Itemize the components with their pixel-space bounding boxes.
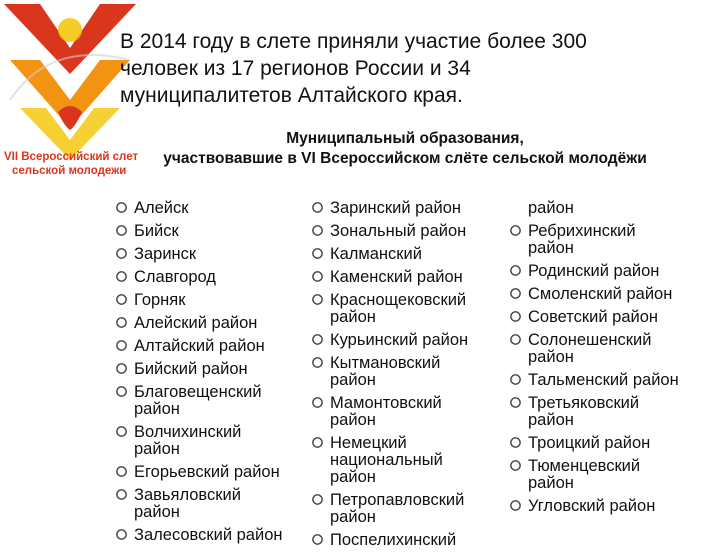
municipality-list-column-2 bbox=[304, 200, 504, 555]
list-item-text: Троицкий район bbox=[528, 434, 651, 452]
list-item bbox=[304, 246, 504, 263]
circle-bullet-icon bbox=[509, 373, 522, 386]
list-item-text: район bbox=[528, 474, 574, 492]
list-item bbox=[304, 355, 504, 389]
list-item bbox=[108, 464, 308, 481]
list-item bbox=[108, 487, 308, 521]
list-item-text: Третьяковский bbox=[528, 394, 640, 412]
heading-line2: человек из 17 регионов России и 34 bbox=[120, 57, 471, 80]
circle-bullet-icon bbox=[311, 224, 324, 237]
circle-bullet-icon bbox=[311, 493, 324, 506]
list-item bbox=[304, 292, 504, 326]
list-item-text: Заринск bbox=[134, 245, 197, 263]
logo-caption-line1: VII Всероссийский слет bbox=[4, 151, 139, 163]
list-item bbox=[108, 223, 308, 240]
circle-bullet-icon bbox=[311, 247, 324, 260]
list-item bbox=[304, 435, 504, 486]
list-item-text: Калманский bbox=[330, 245, 422, 263]
list-item-text: Кытмановский bbox=[330, 354, 441, 372]
circle-bullet-icon bbox=[311, 333, 324, 346]
list-item-text: Волчихинский bbox=[134, 423, 242, 441]
list-item-text: район bbox=[330, 411, 376, 429]
list-item-text: район bbox=[134, 503, 180, 521]
list-subtitle bbox=[100, 129, 710, 169]
circle-bullet-icon bbox=[509, 310, 522, 323]
circle-bullet-icon bbox=[509, 436, 522, 449]
list-item bbox=[502, 395, 712, 429]
list-item-text: Алтайский район bbox=[134, 337, 265, 355]
circle-bullet-icon bbox=[115, 488, 128, 501]
list-item-text: Каменский район bbox=[330, 268, 463, 286]
list-item bbox=[502, 372, 712, 389]
list-item bbox=[304, 492, 504, 526]
list-item-text: район bbox=[528, 239, 574, 257]
list-item-text: Зональный район bbox=[330, 222, 467, 240]
list-item bbox=[108, 200, 308, 217]
circle-bullet-icon bbox=[115, 270, 128, 283]
list-item-text: Заринский район bbox=[330, 199, 461, 217]
circle-bullet-icon bbox=[509, 264, 522, 277]
list-item-text: Благовещенский bbox=[134, 383, 262, 401]
list-item bbox=[108, 315, 308, 332]
municipality-list-column-3 bbox=[502, 200, 712, 521]
list-item-text: район bbox=[134, 440, 180, 458]
circle-bullet-icon bbox=[115, 465, 128, 478]
list-item bbox=[502, 263, 712, 280]
circle-bullet-icon bbox=[311, 356, 324, 369]
circle-bullet-icon bbox=[115, 425, 128, 438]
list-item bbox=[304, 223, 504, 240]
circle-bullet-icon bbox=[115, 528, 128, 541]
list-item bbox=[502, 435, 712, 452]
list-item-text: национальный bbox=[330, 451, 443, 469]
circle-bullet-icon bbox=[115, 362, 128, 375]
circle-bullet-icon bbox=[509, 287, 522, 300]
circle-bullet-icon bbox=[115, 316, 128, 329]
list-item bbox=[502, 332, 712, 366]
list-item-text: Егорьевский район bbox=[134, 463, 280, 481]
circle-bullet-icon bbox=[115, 201, 128, 214]
logo-hands bbox=[58, 106, 82, 130]
list-item bbox=[108, 338, 308, 355]
list-item-text: район bbox=[330, 508, 376, 526]
subtitle-line2: участвовавшие в VI Всероссийском слёте сельской молодёжи bbox=[163, 150, 647, 167]
list-item-text: район bbox=[330, 468, 376, 486]
list-item-text: Бийск bbox=[134, 222, 179, 240]
circle-bullet-icon bbox=[509, 224, 522, 237]
list-item-text: Тюменцевский bbox=[528, 457, 641, 475]
list-item-text: Залесовский район bbox=[134, 526, 283, 544]
circle-bullet-icon bbox=[509, 333, 522, 346]
list-item-text: район bbox=[330, 308, 376, 326]
circle-bullet-icon bbox=[115, 224, 128, 237]
circle-bullet-icon bbox=[311, 201, 324, 214]
list-item-text: Завьяловский bbox=[134, 486, 241, 504]
list-item-text: Смоленский район bbox=[528, 285, 673, 303]
list-item-text: Алейск bbox=[134, 199, 189, 217]
heading-line1: В 2014 году в слете приняли участие более 300 bbox=[120, 30, 587, 53]
list-item-text: Родинский район bbox=[528, 262, 660, 280]
heading-line3: муниципалитетов Алтайского края. bbox=[120, 84, 463, 107]
list-item-text: Славгород bbox=[134, 268, 216, 286]
list-item bbox=[108, 424, 308, 458]
list-item-text: Тальменский район bbox=[528, 371, 679, 389]
list-item-text: Ребрихинский bbox=[528, 222, 636, 240]
list-item bbox=[502, 309, 712, 326]
list-item-text: район bbox=[528, 199, 574, 217]
list-item-text: Бийский район bbox=[134, 360, 248, 378]
list-item-text: Краснощековский bbox=[330, 291, 467, 309]
list-item-text: Алейский район bbox=[134, 314, 258, 332]
list-item bbox=[502, 223, 712, 257]
circle-bullet-icon bbox=[311, 436, 324, 449]
list-item bbox=[108, 361, 308, 378]
list-item bbox=[108, 527, 308, 544]
circle-bullet-icon bbox=[311, 270, 324, 283]
list-item bbox=[304, 269, 504, 286]
logo-emblem bbox=[58, 18, 82, 42]
circle-bullet-icon bbox=[115, 385, 128, 398]
circle-bullet-icon bbox=[115, 293, 128, 306]
list-item-text: район bbox=[134, 400, 180, 418]
circle-bullet-icon bbox=[509, 459, 522, 472]
list-item bbox=[502, 498, 712, 515]
municipality-list-column-1 bbox=[108, 200, 308, 550]
list-item-text: район bbox=[528, 348, 574, 366]
list-item-text: район bbox=[528, 411, 574, 429]
list-item bbox=[108, 292, 308, 309]
list-item bbox=[502, 286, 712, 303]
list-item-text: Поспелихинский bbox=[330, 531, 457, 549]
list-item bbox=[304, 200, 504, 217]
list-item bbox=[108, 269, 308, 286]
list-item-text: район bbox=[330, 371, 376, 389]
list-item-text: Солонешенский bbox=[528, 331, 652, 349]
list-item-text: Курьинский район bbox=[330, 331, 469, 349]
list-item bbox=[108, 246, 308, 263]
list-item bbox=[502, 200, 712, 217]
list-item-text: Советский район bbox=[528, 308, 659, 326]
list-item bbox=[304, 395, 504, 429]
circle-bullet-icon bbox=[115, 247, 128, 260]
circle-bullet-icon bbox=[509, 396, 522, 409]
list-item-text: Мамонтовский bbox=[330, 394, 442, 412]
list-item bbox=[304, 332, 504, 349]
list-item-text: Петропавловский bbox=[330, 491, 465, 509]
list-item-text: Угловский район bbox=[528, 497, 656, 515]
circle-bullet-icon bbox=[509, 499, 522, 512]
list-item-text: Горняк bbox=[134, 291, 186, 309]
logo-caption-line2: сельской молодежи bbox=[12, 165, 127, 177]
circle-bullet-icon bbox=[115, 339, 128, 352]
circle-bullet-icon bbox=[311, 396, 324, 409]
subtitle-line1: Муниципальный образования, bbox=[286, 130, 524, 147]
circle-bullet-icon bbox=[311, 293, 324, 306]
list-item-text: Немецкий bbox=[330, 434, 407, 452]
slide-heading bbox=[120, 28, 700, 109]
list-item bbox=[304, 532, 504, 549]
list-item bbox=[502, 458, 712, 492]
list-item bbox=[108, 384, 308, 418]
